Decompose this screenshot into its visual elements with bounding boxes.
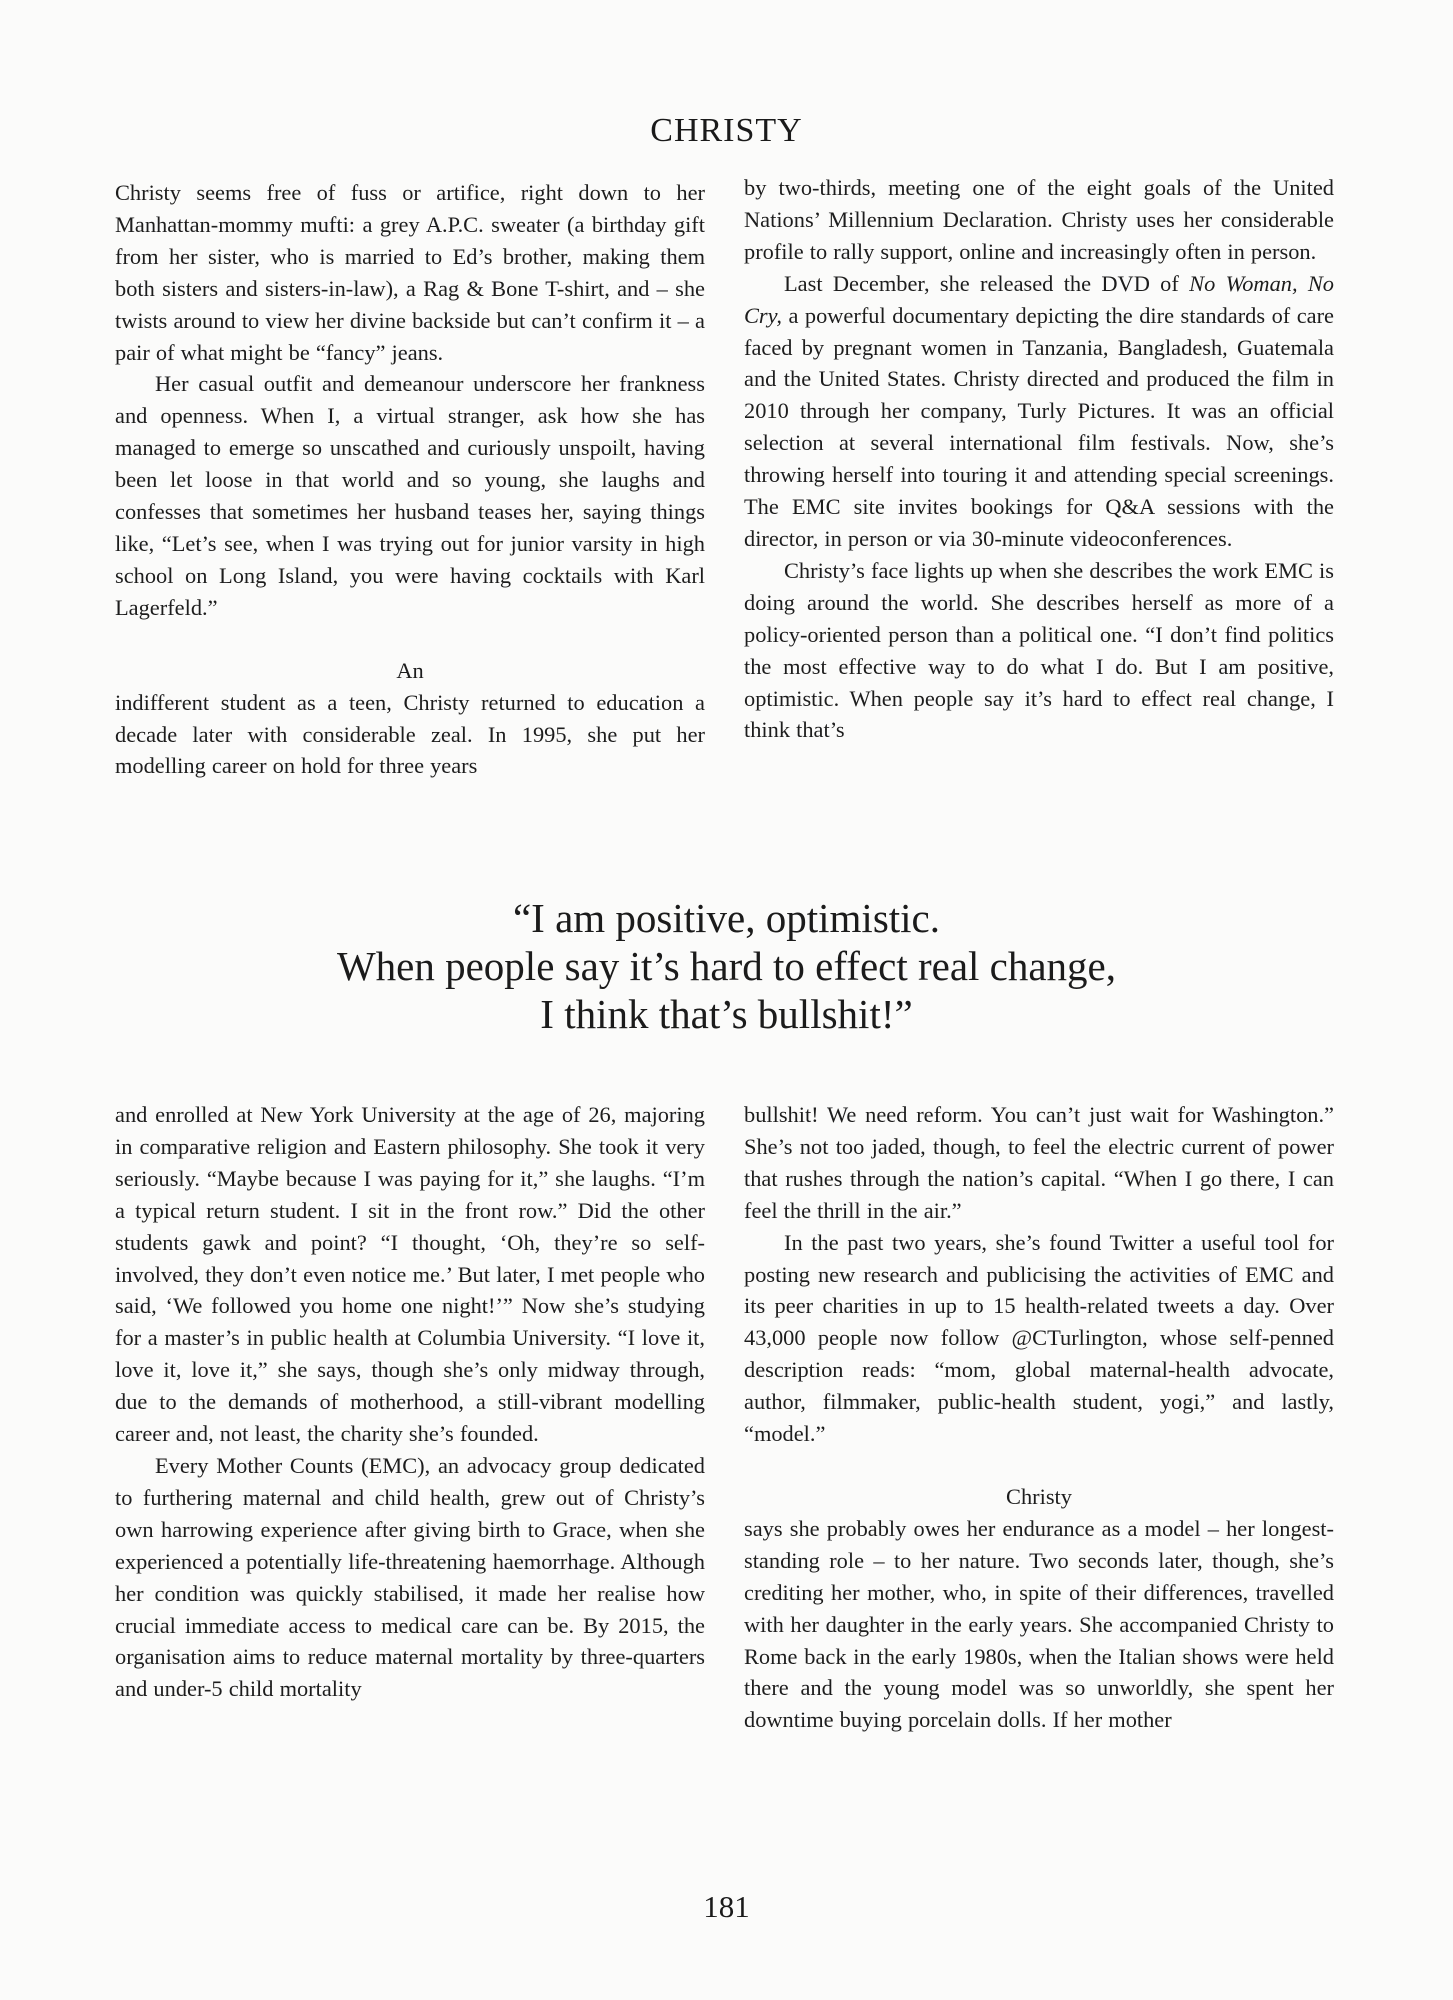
paragraph: Christy seems free of fuss or artifice, right down to her Manhattan-mommy mufti: a grey A.P.C. sweater (a birthday gift from her sister, who is married to Ed’s brother, making them both sisters and sisters-in-law), a Rag & Bone T-shirt, and – she twists around to view her divine backside but can’t confirm it – a pair of what might be “fancy” jeans. <box>115 180 705 365</box>
paragraph: In the past two years, she’s found Twitter a useful tool for posting new research and publicising the activities of EMC and its peer charities in up to 15 health-related tweets a day. Over 43,000 people now follow @CTurlington, whose self-penned description reads: “mom, global maternal-health advocate, author, filmmaker, public-health student, yogi,” and lastly, “model.” <box>744 1229 1334 1447</box>
pull-quote <box>0 894 1453 1038</box>
pull-quote-line: “I am positive, optimistic. <box>512 895 941 941</box>
column-right-bottom <box>744 1099 1334 1736</box>
section-lead-word: An <box>396 657 424 683</box>
running-head: CHRISTY <box>650 112 803 149</box>
paragraph-text: a powerful documentary depicting the dire standards of care faced by pregnant women in Tanzania, Bangladesh, Guatemala and the United States. Christy directed and produced the film in 2010 through her company, Turly Pictures. It was an official selection at several international film festivals. Now, she’s throwing herself into touring it and attending special screenings. The EMC site invites bookings for Q&A sessions with the director, in person or via 30-minute videoconferences. <box>744 302 1334 551</box>
paragraph: Her casual outfit and demeanour underscore her frankness and openness. When I, a virtual stranger, ask how she has managed to emerge so unscathed and curiously unspoilt, having been let loose in that world and so young, she laughs and confesses that sometimes her husband teases her, saying things like, “Let’s see, when I was trying out for junior varsity in high school on Long Island, you were having cocktails with Karl Lagerfeld.” <box>115 371 705 620</box>
paragraph: indifferent student as a teen, Christy returned to education a decade later with considerable zeal. In 1995, she put her modelling career on hold for three years <box>115 689 705 779</box>
paragraph: Every Mother Counts (EMC), an advocacy group dedicated to furthering maternal and child health, grew out of Christy’s own harrowing experience after giving birth to Grace, when she experienced a potentially life-threatening haemorrhage. Although her condition was quickly stabilised, it made her realise how crucial immediate access to medical care can be. By 2015, the organisation aims to reduce maternal mortality by three-quarters and under-5 child mortality <box>115 1452 705 1702</box>
paragraph: Christy’s face lights up when she describes the work EMC is doing around the world. She describes herself as more of a policy-oriented person than a political one. “I don’t find politics the most effective way to do what I do. But I am positive, optimistic. When people say it’s hard to effect real change, I think that’s <box>744 557 1334 743</box>
paragraph: bullshit! We need reform. You can’t just wait for Washington.” She’s not too jaded, though, to feel the electric current of power that rushes through the nation’s capital. “When I go there, I can feel the thrill in the air.” <box>744 1102 1334 1223</box>
paragraph: by two-thirds, meeting one of the eight goals of the United Nations’ Millennium Declaration. Christy uses her considerable profile to rally support, online and increasingly often in person. <box>744 175 1334 264</box>
section-lead-word: Christy <box>1006 1483 1072 1509</box>
column-left-top <box>115 177 705 782</box>
paragraph: says she probably owes her endurance as a model – her longest-standing role – to her nature. Two seconds later, though, she’s crediting her mother, who, in spite of their differences, travelled with her daughter in the early years. She accompanied Christy to Rome back in the early 1980s, when the Italian shows were held there and the young model was so unworldly, she spent her downtime buying porcelain dolls. If her mother <box>744 1515 1334 1733</box>
paragraph: and enrolled at New York University at the age of 26, majoring in comparative religion and Eastern philosophy. She took it very seriously. “Maybe because I was paying for it,” she laughs. “I’m a typical return student. I sit in the front row.” Did the other students gawk and point? “I thought, ‘Oh, they’re so self-involved, they don’t even notice me.’ But later, I met people who said, ‘We followed you home one night!’” Now she’s studying for a master’s in public health at Columbia University. “I love it, love it, love it,” she says, though she’s only midway through, due to the demands of motherhood, a still-vibrant modelling career and, not least, the charity she’s founded. <box>115 1102 705 1447</box>
page-number: 181 <box>703 1889 750 1924</box>
column-left-bottom <box>115 1099 705 1705</box>
film-title: No Woman, No Cry, <box>744 270 1334 328</box>
column-right-top <box>744 172 1334 746</box>
paragraph-text: Last December, she released the DVD of <box>784 270 1190 296</box>
pull-quote-line: I think that’s bullshit!” <box>540 991 913 1037</box>
paragraph <box>744 268 1334 555</box>
pull-quote-line: When people say it’s hard to effect real change, <box>336 943 1117 989</box>
